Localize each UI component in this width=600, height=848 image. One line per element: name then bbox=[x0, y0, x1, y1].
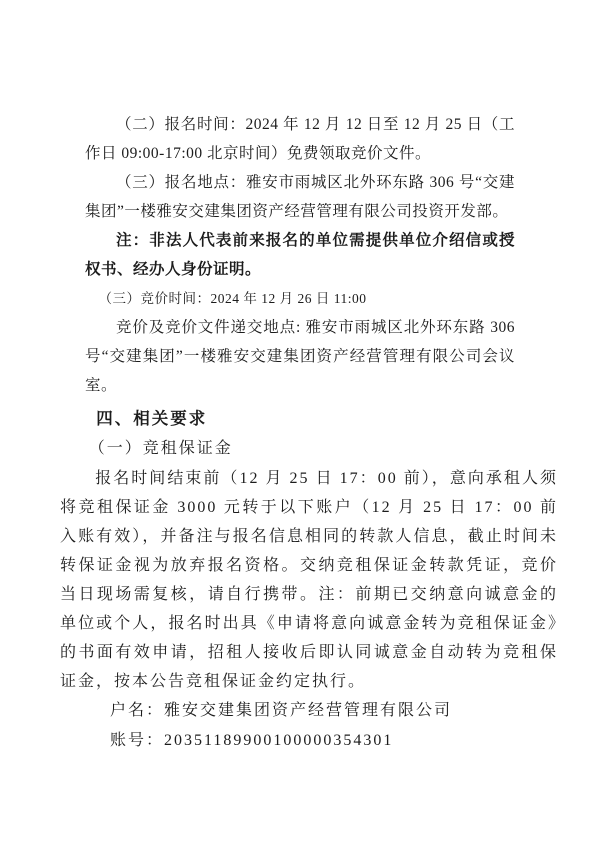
paragraph-bidding-time: （三）竞价时间：2024 年 12 月 26 日 11:00 bbox=[98, 291, 367, 306]
paragraph-deposit-details: 报名时间结束前（12 月 25 日 17：00 前），意向承租人须将竞租保证金 3000 元转于以下账户（12 月 25 日 17：00 前入账有效），并备注与报名信息相同的转款人信息，截止时间未转保证金视为放弃报名资格。交纳竞租保证金转款凭证，竞价当日现场需复核，请自行携带。注：前期已交纳意向诚意金的单位或个人，报名时出具《申请将意向诚意金转为竞租保证金》的书面有效申请，招租人接收后即认同诚意金自动转为竞租保证金，按本公告竞租保证金约定执行。 bbox=[60, 470, 558, 690]
paragraph-signup-time: （二）报名时间：2024 年 12 月 12 日至 12 月 25 日（工作日 09:00-17:00 北京时间）免费领取竞价文件。 bbox=[85, 116, 515, 162]
section-related-requirements bbox=[0, 400, 600, 756]
heading-related-requirements: 四、相关要求 bbox=[96, 410, 208, 428]
section-registration-info bbox=[0, 0, 600, 400]
paragraph-bidding-location: 竞价及竞价文件递交地点: 雅安市雨城区北外环东路 306 号“交建集团”一楼雅安交建集团资产经营管理有限公司会议室。 bbox=[85, 319, 515, 394]
subheading-bid-deposit: （一）竞租保证金 bbox=[88, 440, 233, 457]
paragraph-signup-location: （三）报名地点：雅安市雨城区北外环东路 306 号“交建集团”一楼雅安交建集团资产经营管理有限公司投资开发部。 bbox=[85, 174, 515, 220]
account-name-line: 户名：雅安交建集团资产经营管理有限公司 bbox=[110, 702, 453, 719]
paragraph-note-non-legal-rep: 注：非法人代表前来报名的单位需提供单位介绍信或授权书、经办人身份证明。 bbox=[85, 232, 515, 278]
account-number-line: 账号：20351189900100000354301 bbox=[110, 732, 394, 749]
